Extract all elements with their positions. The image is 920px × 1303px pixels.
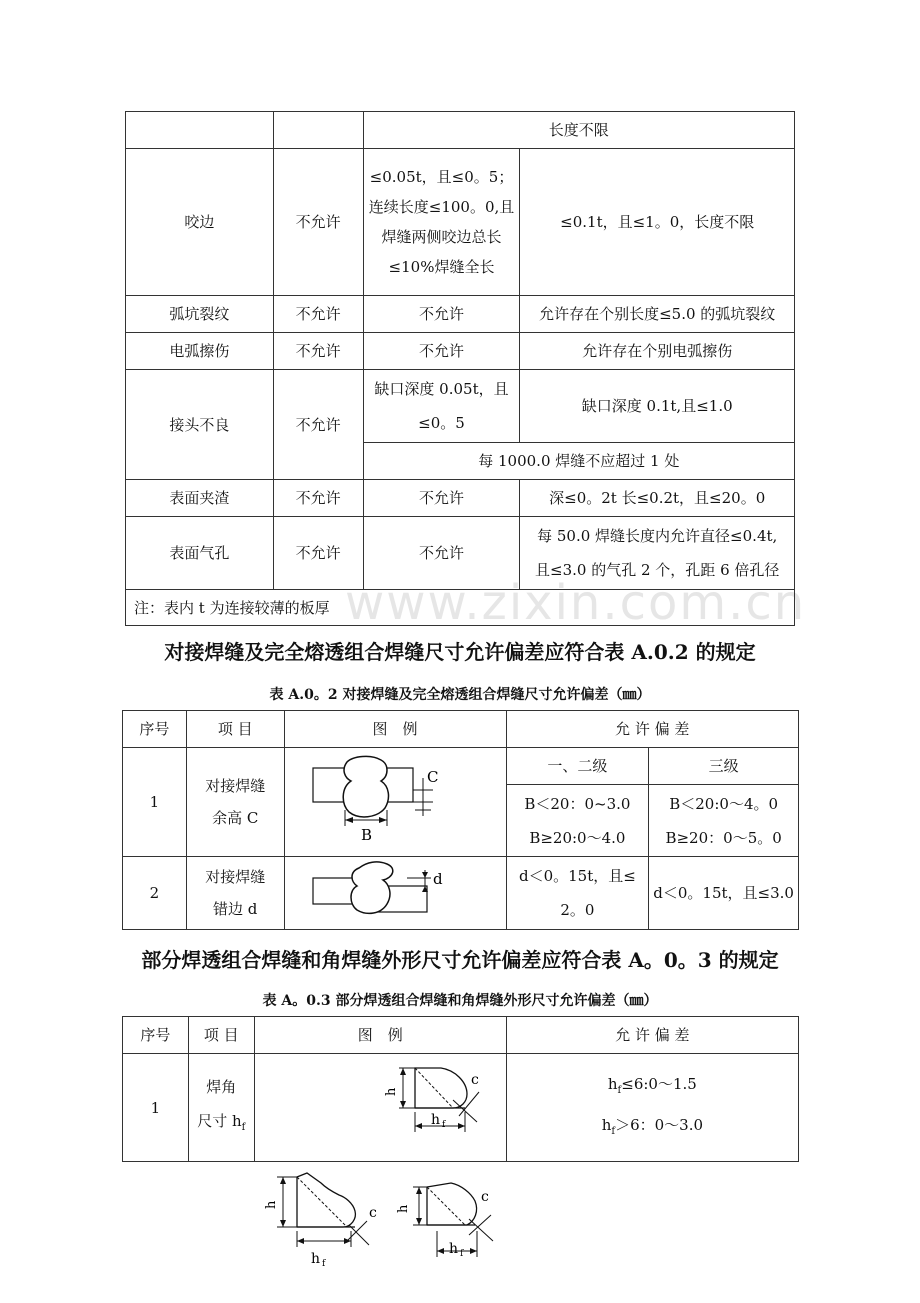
table-caption-a02: 表 A.0。2 对接焊缝及完全熔透组合焊缝尺寸允许偏差（㎜） — [269, 687, 651, 703]
figure-label-hf-sub: f — [322, 1259, 326, 1269]
cell-line: 余高 C — [212, 809, 259, 827]
header-no: 序号 — [123, 1017, 189, 1054]
cell: ≤0.1t，且≤1。0，长度不限 — [520, 149, 795, 296]
header-tolerance: 允 许 偏 差 — [506, 1017, 798, 1054]
cell-line: 缺口深度 0.05t，且 — [374, 380, 509, 398]
cell — [506, 1054, 798, 1162]
tol-prefix: h — [601, 1115, 612, 1134]
row-label: 咬边 — [126, 149, 274, 296]
cell: 不允许 — [363, 333, 520, 370]
figure-label-hf-sub: f — [460, 1249, 464, 1259]
cell: 不允许 — [273, 517, 363, 590]
figure-label-hf: h — [449, 1241, 459, 1257]
header-grade-3: 三级 — [649, 748, 799, 785]
item-subscript: f — [241, 1122, 246, 1133]
row-item — [186, 857, 284, 930]
cell-line — [193, 1104, 250, 1145]
cell: 允许存在个别长度≤5.0 的弧坑裂纹 — [520, 296, 795, 333]
figure-label-hf-vertical: h — [264, 1200, 279, 1209]
header-no: 序号 — [123, 711, 187, 748]
row-label: 接头不良 — [126, 370, 274, 480]
cell-line: 焊角 — [206, 1078, 237, 1096]
butt-weld-tolerance-table — [122, 710, 799, 930]
cell — [649, 785, 799, 857]
cell: 不允许 — [273, 370, 363, 480]
tol-prefix: h — [607, 1074, 618, 1093]
cell-line: B＜20：0~3.0 — [524, 794, 631, 813]
figure-label-d: d — [433, 870, 443, 888]
row-no: 1 — [123, 1054, 189, 1162]
header-figure: 图 例 — [254, 1017, 506, 1054]
cell-line: d＜0。15t，且≤ — [518, 867, 636, 885]
row-label: 表面夹渣 — [126, 480, 274, 517]
row-no: 1 — [123, 748, 187, 857]
cell — [363, 370, 520, 443]
cell-line: ≤10%焊缝全长 — [388, 258, 495, 276]
figure-cell — [284, 748, 506, 857]
fillet-weld-size-figure — [255, 1056, 505, 1160]
tol-subscript: f — [611, 1125, 616, 1137]
cell: 不允许 — [363, 517, 520, 590]
watermark: www.zixin.com.cn — [345, 575, 807, 631]
fillet-weld-tolerance-table — [122, 1016, 799, 1162]
header-tolerance: 允 许 偏 差 — [506, 711, 798, 748]
figure-cell — [284, 857, 506, 930]
cell-line: B≥20:0～4.0 — [529, 828, 626, 847]
cell: 每 1000.0 焊缝不应超过 1 处 — [363, 443, 794, 480]
row-label: 弧坑裂纹 — [126, 296, 274, 333]
cell: d＜0。15t，且≤3.0 — [649, 857, 799, 930]
cell: 不允许 — [273, 480, 363, 517]
figure-label-c: c — [369, 1205, 377, 1221]
butt-weld-reinforcement-figure — [285, 748, 505, 856]
table-note: 注：表内 t 为连接较薄的板厚 — [126, 590, 795, 626]
table-caption-a03: 表 A。0.3 部分焊透组合焊缝和角焊缝外形尺寸允许偏差（㎜） — [262, 993, 658, 1009]
cell-line: ≤0。5 — [418, 414, 465, 432]
cell-line: B＜20:0～4。0 — [669, 794, 779, 813]
cell: 不允许 — [363, 296, 520, 333]
section-heading-a03: 部分焊透组合焊缝和角焊缝外形尺寸允许偏差应符合表 A。0。3 的规定 — [141, 948, 779, 972]
tol-value: ≤6:0～1.5 — [621, 1074, 697, 1093]
cell — [506, 857, 649, 930]
figure-label-hf-vertical: h — [396, 1204, 411, 1213]
cell-line: 错边 d — [213, 900, 258, 918]
cell — [506, 785, 649, 857]
row-label: 电弧擦伤 — [126, 333, 274, 370]
cell-line: 且≤3.0 的气孔 2 个，孔距 6 倍孔径 — [535, 561, 780, 579]
cell — [363, 149, 520, 296]
row-item — [186, 748, 284, 857]
row-no: 2 — [123, 857, 187, 930]
cell-line: 2。0 — [560, 901, 595, 919]
figure-label-c: c — [471, 1071, 480, 1088]
figure-label-b: B — [361, 826, 373, 844]
cell-line — [511, 1108, 794, 1149]
cell: 深≤0。2t 长≤0.2t，且≤20。0 — [520, 480, 795, 517]
cell-line: 对接焊缝 — [205, 868, 266, 886]
item-text: 尺寸 h — [197, 1112, 242, 1130]
cell — [126, 112, 274, 149]
cell-line: 每 50.0 焊缝长度内允许直径≤0.4t, — [537, 527, 778, 545]
cell: 缺口深度 0.1t,且≤1.0 — [520, 370, 795, 443]
cell: 不允许 — [273, 296, 363, 333]
header-grade-1-2: 一、二级 — [506, 748, 649, 785]
cell-line — [511, 1067, 794, 1108]
row-item — [188, 1054, 254, 1162]
cell: 不允许 — [273, 149, 363, 296]
cell-line: 连续长度≤100。0,且 — [368, 198, 515, 216]
row-label: 表面气孔 — [126, 517, 274, 590]
cell: 不允许 — [363, 480, 520, 517]
header-item: 项 目 — [188, 1017, 254, 1054]
section-heading-a02: 对接焊缝及完全熔透组合焊缝尺寸允许偏差应符合表 A.0.2 的规定 — [164, 640, 756, 664]
figure-label-hf-vertical: h — [384, 1087, 400, 1096]
cell — [520, 517, 795, 590]
figure-label-c: c — [481, 1189, 489, 1205]
figure-label-hf: h — [311, 1251, 321, 1267]
cell: 允许存在个别电弧擦伤 — [520, 333, 795, 370]
tol-value: ＞6：0～3.0 — [615, 1115, 704, 1134]
butt-weld-misalignment-figure — [285, 858, 505, 928]
cell: 长度不限 — [363, 112, 794, 149]
fillet-weld-extra-figures — [255, 1165, 515, 1290]
tol-subscript: f — [617, 1084, 622, 1096]
cell-line: ≤0.05t，且≤0。5； — [369, 168, 514, 186]
figure-cell — [254, 1054, 506, 1162]
cell-line: 焊缝两侧咬边总长 — [381, 228, 502, 246]
cell-line: 对接焊缝 — [205, 777, 266, 795]
header-item: 项 目 — [186, 711, 284, 748]
cell: 不允许 — [273, 333, 363, 370]
figure-label-hf-sub: f — [442, 1119, 446, 1130]
cell-line: B≥20：0～5。0 — [665, 828, 782, 847]
cell — [273, 112, 363, 149]
header-figure: 图 例 — [284, 711, 506, 748]
figure-label-hf: h — [431, 1111, 441, 1128]
weld-defect-table — [125, 111, 795, 626]
figure-label-c: C — [427, 768, 439, 786]
